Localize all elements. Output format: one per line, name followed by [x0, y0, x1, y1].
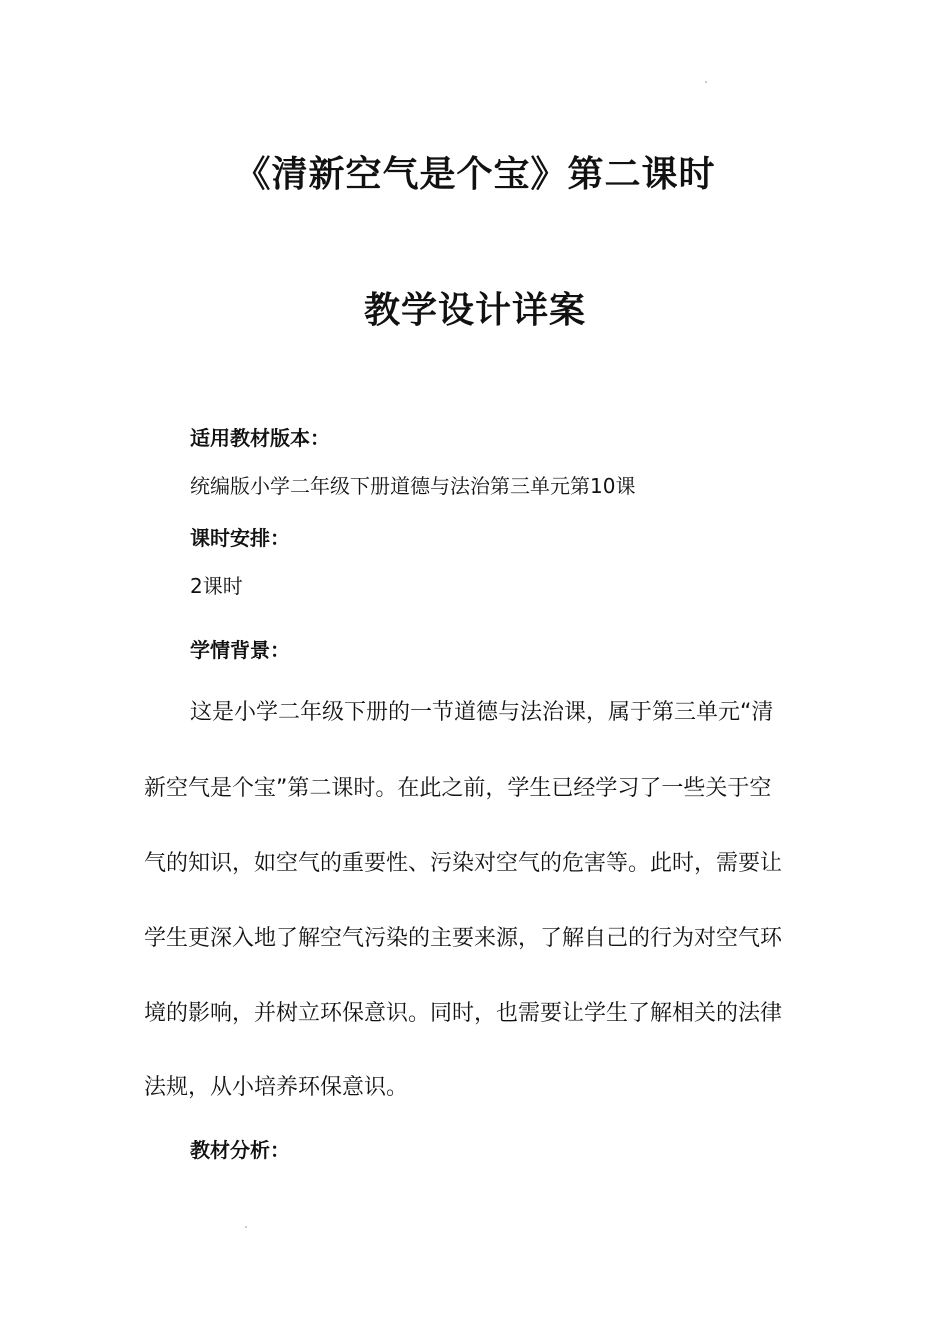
paragraph-line: 法规，从小培养环保意识。: [144, 1075, 409, 1100]
page-mark: [705, 81, 707, 83]
paragraph-line: 境的影响，并树立环保意识。同时，也需要让学生了解相关的法律: [144, 1001, 783, 1026]
page-mark: [245, 1226, 247, 1228]
analysis-heading: 教材分析：: [190, 1138, 290, 1162]
schedule-value: 2课时: [190, 574, 243, 598]
paragraph-line: 气的知识，如空气的重要性、污染对空气的危害等。此时，需要让: [144, 851, 783, 876]
textbook-heading: 适用教材版本：: [190, 426, 330, 450]
document-title: 《清新空气是个宝》第二课时: [234, 154, 716, 195]
document-subtitle: 教学设计详案: [363, 290, 586, 331]
paragraph-line: 这是小学二年级下册的一节道德与法治课，属于第三单元“清: [190, 700, 774, 725]
textbook-value: 统编版小学二年级下册道德与法治第三单元第10课: [190, 474, 636, 498]
paragraph-line: 学生更深入地了解空气污染的主要来源，了解自己的行为对空气环: [144, 926, 783, 951]
schedule-heading: 课时安排：: [190, 526, 290, 550]
paragraph-line: 新空气是个宝”第二课时。在此之前，学生已经学习了一些关于空: [144, 776, 772, 801]
background-heading: 学情背景：: [190, 638, 290, 662]
